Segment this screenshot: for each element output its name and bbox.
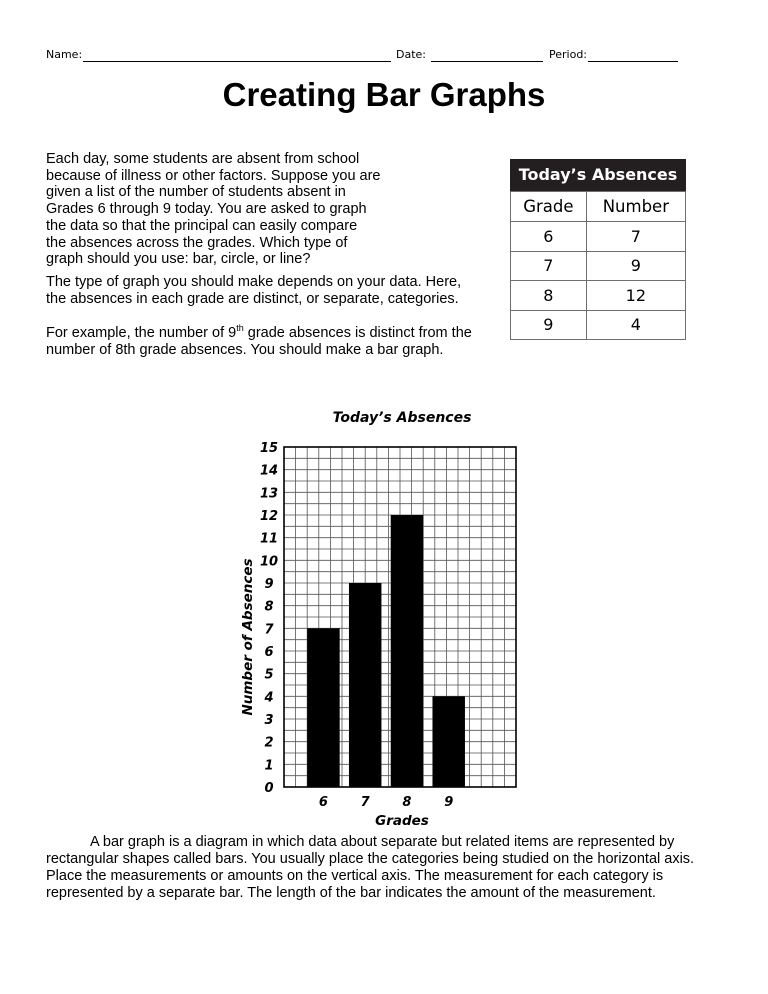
number-cell: 12 [586, 281, 685, 311]
period-label: Period: [549, 48, 588, 61]
grade-cell: 7 [511, 251, 587, 281]
y-tick-label: 1 [264, 758, 274, 774]
y-tick-label: 5 [264, 667, 274, 683]
table-caption: Today’s Absences [510, 159, 686, 191]
y-axis-label: Number of Absences [240, 558, 256, 716]
y-tick-label: 11 [259, 531, 279, 547]
absences-table [510, 159, 686, 340]
paragraph-3 [46, 325, 501, 358]
y-tick-label: 10 [259, 554, 279, 570]
table-header-row [511, 192, 686, 222]
y-tick-label: 14 [259, 463, 279, 479]
ordinal-suffix: th [236, 323, 244, 334]
paragraph-3-text-end: grade absences is distinct from the number of 8th grade absences. You should make a bar graph. [46, 325, 472, 358]
intro-paragraph: Each day, some students are absent from school because of illness or other factors. Suppose you are given a list of the number of students absent in Grades 6 through 9 today. You are asked to graph the data so that the principal can easily compare the absences across the grades. Which type of graph should you use: bar, circle, or line? [46, 151, 381, 268]
number-cell: 7 [586, 222, 685, 252]
y-tick-label: 4 [264, 690, 274, 706]
table-row [511, 251, 686, 281]
date-label: Date: [396, 48, 426, 61]
x-tick-label: 9 [444, 795, 454, 810]
bar-grade-6 [307, 628, 339, 787]
header-number: Number [586, 192, 685, 222]
bar-grade-8 [391, 515, 423, 787]
bar-grade-9 [432, 696, 464, 787]
absences-bar-chart [230, 400, 530, 832]
header-grade: Grade [511, 192, 587, 222]
name-field[interactable] [83, 61, 391, 62]
bar-grade-7 [349, 583, 381, 787]
y-tick-label: 2 [264, 735, 274, 751]
x-tick-label: 6 [318, 795, 328, 810]
y-tick-label: 13 [259, 486, 279, 502]
grade-cell: 9 [511, 310, 587, 340]
y-tick-label: 8 [264, 599, 274, 615]
page-title: Creating Bar Graphs [222, 76, 546, 113]
grade-cell: 6 [511, 222, 587, 252]
y-tick-label: 9 [264, 577, 274, 592]
x-tick-label: 7 [360, 795, 370, 810]
chart-title: Today’s Absences [332, 410, 472, 426]
number-cell: 9 [586, 251, 685, 281]
y-tick-label: 7 [264, 622, 274, 638]
x-tick-label: 8 [402, 795, 412, 810]
name-label: Name: [46, 48, 83, 61]
table-row [511, 222, 686, 252]
closing-paragraph: A bar graph is a diagram in which data about separate but related items are represented by rectangular shapes called bars. You usually place the categories being studied on the horizontal axis. Place the measurements or amounts on the vertical axis. The measurement for each category is represented by a separate bar. The length of the bar indicates the amount of the measurement. [46, 834, 695, 901]
y-tick-label: 12 [259, 509, 279, 524]
paragraph-3-text: For example, the number of 9 [46, 325, 237, 341]
paragraph-2: The type of graph you should make depends on your data. Here, the absences in each grade are distinct, or separate, categories. [46, 274, 462, 307]
table-row [511, 310, 686, 340]
grade-cell: 8 [511, 281, 587, 311]
y-tick-label: 6 [264, 645, 274, 660]
y-tick-label: 15 [259, 441, 279, 456]
period-field[interactable] [588, 61, 678, 62]
y-tick-label: 0 [264, 781, 274, 796]
table-row [511, 281, 686, 311]
x-axis-label: Grades [375, 813, 429, 829]
worksheet-header [46, 44, 686, 64]
number-cell: 4 [586, 310, 685, 340]
y-tick-label: 3 [264, 713, 274, 728]
date-field[interactable] [431, 61, 543, 62]
